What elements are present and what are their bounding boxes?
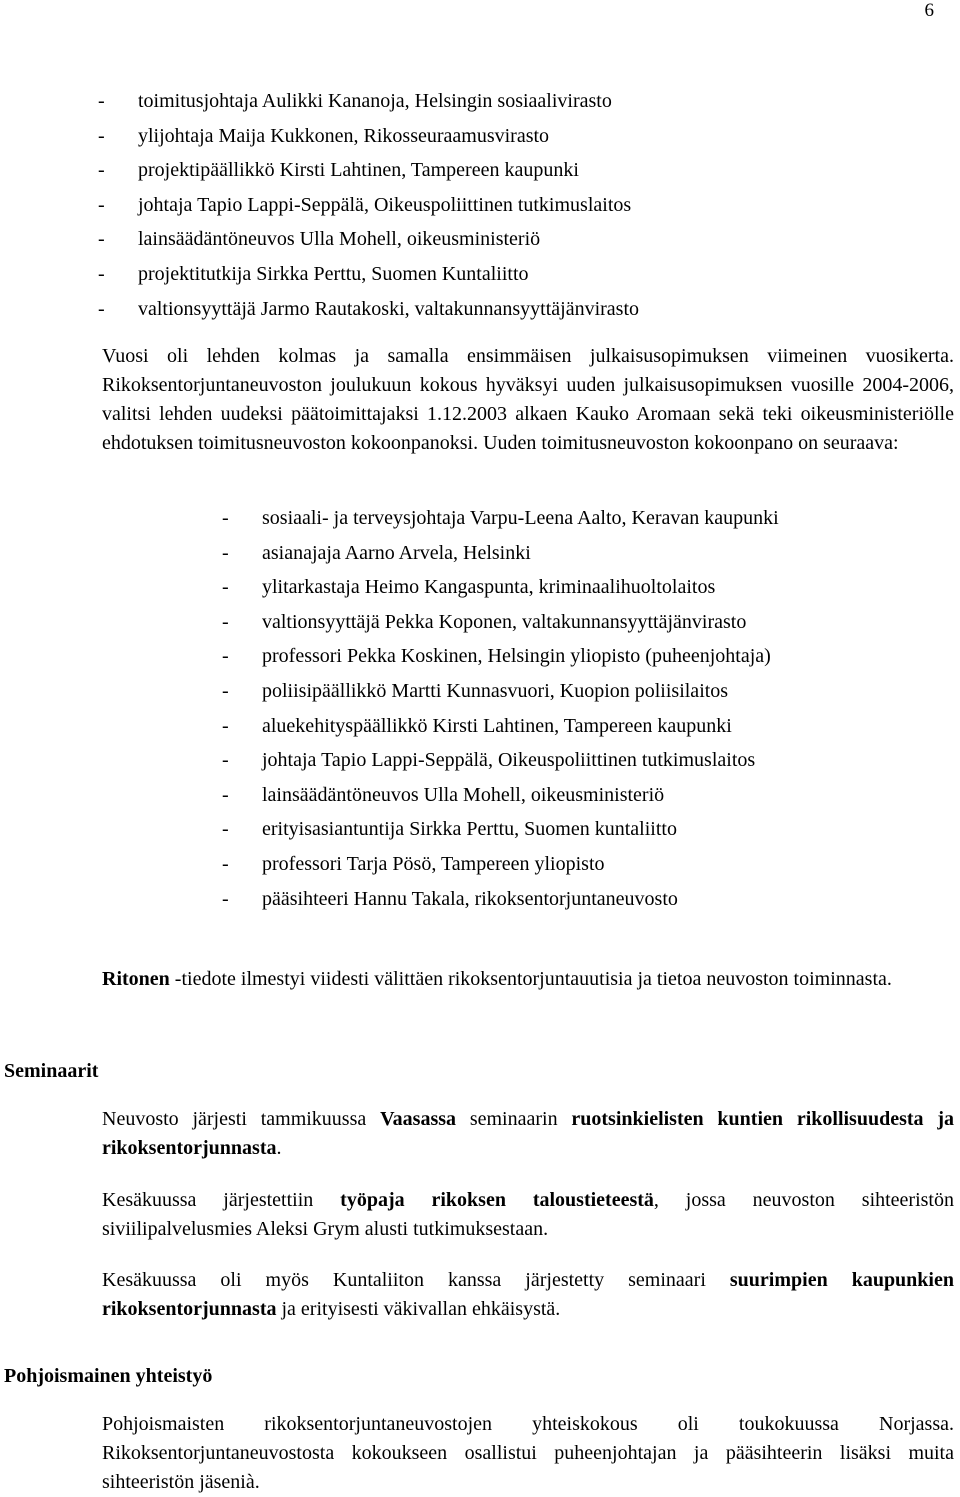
ritonen-paragraph: Ritonen -tiedote ilmestyi viidesti välittäen rikoksentorjuntauutisia ja tietoa neuvoston toiminnasta. [102, 968, 892, 990]
list-item: - valtionsyyttäjä Jarmo Rautakoski, valtakunnansyyttäjänvirasto [98, 297, 640, 320]
list-item: - valtionsyyttäjä Pekka Koponen, valtakunnansyyttäjänvirasto [222, 610, 747, 633]
list-item: - lainsäädäntöneuvos Ulla Mohell, oikeusministeriö [222, 783, 665, 806]
list-item: - johtaja Tapio Lappi-Seppälä, Oikeuspoliittinen tutkimuslaitos [222, 749, 756, 772]
page-number: 6 [924, 0, 934, 21]
seminaarit-heading: Seminaarit [4, 1060, 99, 1082]
editorial-paragraph: Vuosi oli lehden kolmas ja samalla ensimmäisen julkaisusopimuksen viimeinen vuosikerta. Rikoksentorjuntaneuvoston joulukuun kokous hyväksyi uuden julkaisusopimuksen vuosille 2004-2006, valitsi lehden uudeksi päätoimittajaksi 1.12.2003 alkaen Kauko Aromaan sekä teki oikeusministeriölle ehdotuksen toimitusneuvoston kokoonpanoksi. Uuden toimitusneuvoston kokoonpano on seuraava: [102, 345, 954, 454]
list-item: - professori Pekka Koskinen, Helsingin yliopisto (puheenjohtaja) [222, 645, 771, 668]
list-item: - projektipäällikkö Kirsti Lahtinen, Tampereen kaupunki [98, 159, 579, 182]
list-item: - ylijohtaja Maija Kukkonen, Rikosseuraamusvirasto [98, 124, 550, 147]
list-item: - pääsihteeri Hannu Takala, rikoksentorjuntaneuvosto [222, 887, 678, 910]
list-item: - lainsäädäntöneuvos Ulla Mohell, oikeusministeriö [98, 228, 541, 251]
list-item: - toimitusjohtaja Aulikki Kananoja, Helsingin sosiaalivirasto [98, 90, 612, 112]
new-editorial-board-list [222, 501, 779, 916]
pohjoismainen-heading: Pohjoismainen yhteistyö [4, 1365, 213, 1387]
seminar-paragraph-1: Neuvosto järjesti tammikuussa Vaasassa seminaarin ruotsinkielisten kuntien rikollisuudesta ja rikoksentorjunnasta. [102, 1108, 954, 1159]
list-item: - sosiaali- ja terveysjohtaja Varpu-Leena Aalto, Keravan kaupunki [222, 507, 779, 529]
list-item: - aluekehityspäällikkö Kirsti Lahtinen, Tampereen kaupunki [222, 714, 732, 737]
list-item: - erityisasiantuntija Sirkka Perttu, Suomen kuntaliitto [222, 818, 677, 841]
seminar-paragraph-3: Kesäkuussa oli myös Kuntaliiton kanssa järjestetty seminaari suurimpien kaupunkien rikoksentorjunnasta ja erityisesti väkivallan ehkäisystä. [102, 1269, 954, 1320]
list-item: - ylitarkastaja Heimo Kangaspunta, kriminaalihuoltolaitos [222, 576, 716, 599]
list-item: - projektitutkija Sirkka Perttu, Suomen Kuntaliitto [98, 262, 529, 285]
seminar-paragraph-2: Kesäkuussa järjestettiin työpaja rikoksen taloustieteestä, jossa neuvoston sihteeristön siviilipalvelusmies Aleksi Grym alusti tutkimuksestaan. [102, 1189, 954, 1240]
list-item: - poliisipäällikkö Martti Kunnasvuori, Kuopion poliisilaitos [222, 679, 729, 702]
nordic-paragraph: Pohjoismaisten rikoksentorjuntaneuvostojen yhteiskokous oli toukokuussa Norjassa. Rikoksentorjuntaneuvostosta kokoukseen osallistui puheenjohtajan ja pääsihteerin lisäksi muita sihteeristön jäsenià. [102, 1413, 954, 1493]
list-item: - johtaja Tapio Lappi-Seppälä, Oikeuspoliittinen tutkimuslaitos [98, 193, 632, 216]
ritonen-name: Ritonen [102, 968, 170, 990]
list-item: - asianajaja Aarno Arvela, Helsinki [222, 541, 531, 564]
former-editorial-board-list [98, 84, 639, 326]
list-item: - professori Tarja Pösö, Tampereen yliopisto [222, 852, 605, 875]
